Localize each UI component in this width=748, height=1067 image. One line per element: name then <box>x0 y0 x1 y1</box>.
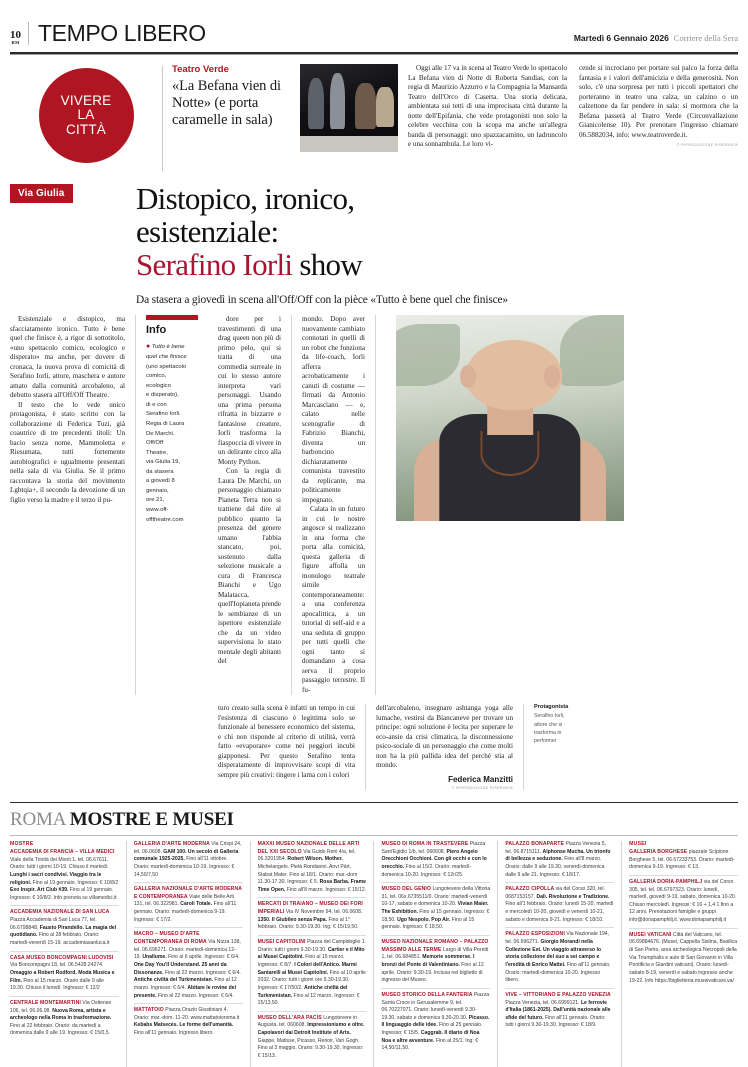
masthead-meta <box>574 33 738 45</box>
listing-details: Largo di Villa Peretti 1, tel. 06.684851. <box>381 946 489 961</box>
listing-details: Fino all'11 gennaio. Orario: martedì-domenica 10-20. Ingresso libero. <box>505 961 611 984</box>
info-line: Regia di Laura <box>146 420 185 427</box>
listing-venue: ACCADEMIA NAZIONALE DI SAN LUCA <box>10 909 110 916</box>
photo-figure <box>308 78 325 129</box>
listing-details: Città del Vaticano, tel. 06.69884676. (Musei, Cappella Sistina, Basilica di San Pietro, area archeologica Necropoli della Via Triumphalis e aule di San Giovanni in Villa Pontificia e Giardini vaticani). Orario: lunedì-sabato 8-19, venerdì e sabato ingresso anche 19-22. Info https://biglietteria.museivaticani.va/ <box>629 931 738 984</box>
caption-text: Serafino Iorli, attore che si trasforma in performer <box>534 713 565 744</box>
issue-date: Martedì 6 Gennaio 2026 <box>573 33 669 43</box>
listing-details: Fino al 12 marzo. Ingresso: € 15/13,50. <box>257 992 360 1007</box>
listing-details: Fino al 6 aprile. Ingresso: € 6/4. <box>168 954 240 961</box>
listing-details: Via Nazionale 194, tel. 06.696271. <box>505 931 610 946</box>
listing-show-title: Piero Angelo Orecchioni Occhioni. Con gli occhi e con lo orecchio. <box>381 848 487 870</box>
listing-show-title: Dalì. Rivoluzione e Tradizione. <box>536 893 610 900</box>
listing-entry[interactable] <box>10 909 119 951</box>
listing-entry[interactable] <box>10 1000 119 1041</box>
listing-venue: MERCATI DI TRAIANO – MUSEO DEI FORI IMPERIALI <box>257 901 363 916</box>
listing-details: Fino al 19 gennaio. Ingresso: € 10/8/2. Info prenota su villamedici.it <box>10 887 117 901</box>
feature-portrait-photo <box>396 315 624 521</box>
listing-details: Fino all'11 gennaio. Orario: tutti i giorni 9.30-19.30. Ingresso: € 18/9. <box>505 1014 606 1029</box>
listing-details: Fino al 15 gennaio. Ingresso: € 18,50. <box>381 916 475 931</box>
listing-details: Piazza Venezia, tel. 06.6999121. <box>505 999 581 1006</box>
listing-venue: MATTATOIO <box>133 1007 166 1014</box>
listings-column <box>629 841 738 1067</box>
paragraph: Il testo che lo vede unico protagonista, è stato scritto con la collaborazione di Federica Tuzi, già coautrice di tre precedenti titoli: Un bacio senza nome, Mammoletta e Riesumata, tutti fortemente autobiografici e ugualmente presentati nella sala di via Giulia. Se il primo raccontava la storia del movimento Lgbtqia+, il secondo la devozione di un figlio verso la madre e il terzo il pu- <box>10 400 125 504</box>
byline: Federica Manzitti <box>448 774 513 784</box>
listing-show-title: Kebabs Matsecés. Le forme dell'umanità. <box>133 1022 234 1029</box>
listing-entry[interactable] <box>629 849 738 876</box>
listing-venue: GALLERIA DORIA-PAMPHILJ <box>629 878 704 885</box>
listings-column <box>10 841 127 1067</box>
listing-details: Via Crispi 24, tel. 06.0608. <box>133 840 242 855</box>
listing-entry[interactable] <box>134 1007 243 1041</box>
headline-subject-name: Serafino Iorli <box>136 246 293 282</box>
listing-details: Fino all'1 febbraio. Orario: lunedì 15-20, martedì e mercoledì 10-20, giovedì e venerdì 10-21, sabato e domenica 9-21. Ingresso: € 18/10. <box>505 901 614 923</box>
photo-caption-box <box>534 704 568 790</box>
listing-details: piazzale Scipione Borghese 5, tel. 06.67233753. Orario: martedì-domenica 9-19. Ingresso: € 13. <box>629 848 735 871</box>
portrait-ear <box>544 365 560 388</box>
info-line: Off/Off <box>146 440 164 447</box>
listing-show-title: Vivian Maier. The Exhibition. <box>381 901 489 916</box>
listing-details: Fino al 12 aprile. Orario: 9.30-19. Inclusa nel biglietto di ingresso del Museo. <box>381 961 484 984</box>
listing-entry[interactable] <box>381 841 490 883</box>
listing-show-title: Caggrab. Il diario di Noa Noa e altre avventure. <box>381 1030 480 1044</box>
feature-text-5 <box>376 704 513 771</box>
listings-column <box>134 841 251 1067</box>
listing-venue: GALLERIA NAZIONALE D'ARTE MODERNA E CONTEMPORANEA <box>133 886 242 900</box>
listing-details: Via Boncompagni 18, tel. 06.5428.24274. <box>10 962 104 969</box>
listing-details: Lungotevere della Vittoria 31, tel. 06x.6735511/0. Orario: martedì-venerdì 10-17, sabato e domenica 10-20. <box>381 886 491 908</box>
listing-entry[interactable] <box>629 932 738 988</box>
listing-entry[interactable] <box>258 841 367 898</box>
listing-show-title: Abitare le rovine del presente. <box>133 984 237 999</box>
feature-text-1 <box>10 315 125 505</box>
listing-venue: CENTRALE MONTEMARTINI <box>10 999 83 1006</box>
listing-details: Piazza Accademia di San Luca 77, tel. 06.6798848. <box>10 917 97 931</box>
listing-show-title: Nuova Roma, artista e archeologo nella Roma in trasformazione. <box>10 1007 112 1022</box>
badge-line-3: CITTÀ <box>66 121 106 137</box>
listings-title <box>10 809 738 831</box>
info-line: a giovedì 8 <box>146 478 175 485</box>
listing-show-title: Giorgio Morandi nella Collezione Est. Un viaggio attraverso lo storia collezione del suo a sei campo e l'eredità di Enrico Mattei. <box>505 939 601 968</box>
listing-show-title: Rosa Barba. Frame Time Open. <box>257 879 367 893</box>
top-story-headline-block <box>172 64 300 173</box>
listing-details: Giappe, Matisse, Picasso, Renoir, Van Gogh. Fino al 3 maggio. Orario: 9.30-19.30. Ingresso: € 15/13. <box>257 1037 364 1059</box>
info-line: di e con <box>146 401 167 408</box>
listings-header <box>10 802 738 836</box>
info-line: quel che finisce <box>146 354 187 361</box>
section-tag-via-giulia[interactable]: Via Giulia <box>10 184 73 203</box>
byline-copyright: © RIPRODUZIONE RISERVATA <box>451 785 513 790</box>
listing-show-title: Impressionismo e oltre. Capolavori dai Detroit Institute of Arts. <box>257 1022 365 1037</box>
listing-details: Fino al 28 febbraio. Orario: martedì-venerdì 15-19. accademiasanluca.it <box>10 932 110 947</box>
paragraph: dore per i travestimenti di una drag queen non più di primo pelo, qui si tratta di una commedia surreale in cui lo stesso autore interpreta vari personaggi. Usando una prima persona rifratta in bizzarre e fantasiose creature, Iorli trasforma la fiaspoccia di vivere in un delirante circo alla Monty Python. <box>218 315 281 466</box>
headline-tail: show <box>292 246 363 282</box>
vivere-la-citta-badge <box>39 68 134 163</box>
feature-column-2 <box>218 315 292 695</box>
listing-entry[interactable] <box>381 886 490 936</box>
badge-line-1: VIVERE <box>60 92 112 108</box>
listing-venue: PALAZZO CIPOLLA <box>505 886 556 893</box>
listing-details: Fino all'11 ottobre. Orario: martedì-domenica 10-19. Ingresso: € 14,50/7,50 <box>133 856 235 878</box>
info-line: da stasera <box>146 468 174 475</box>
listing-show-title: 1350. Il Giubileo senza Papa. <box>257 916 329 923</box>
paragraph: dell'arcobaleno, insegnare ashtanga yoga alle lumache, vestirsi da Biancaneve per trovare un principe: ogni soluzione è lecita per superare le eco-ansie da crisi climatica, la disconnessione psico-sociale di un personaggio che come molti non ha la più pallida idea del perché stia al mondo. <box>376 704 513 770</box>
listing-venue: MAXXI MUSEO NAZIONALE DELLE ARTI DEL XXI SECOLO <box>257 840 360 855</box>
listing-details: via del Corso 320, tel. 0687153157. <box>505 886 605 900</box>
listing-details: Fino al 25/1. Ing: € 14,50/11,50. <box>381 1037 479 1052</box>
listings-grid <box>10 841 738 1067</box>
listing-details: Fino al 12 marzo. Ingresso: € 6/4. <box>133 977 237 991</box>
listing-show-title: Antiche civiltà del Turkmenistan. <box>133 977 215 984</box>
listing-details: Via Nizza 138, tel. 06.696271. Orario: martedì-domenica 12-19. <box>133 939 241 961</box>
listing-details: Piazza del Campidoglio 1. Orario: tutti i giorni 9.30-19.30. <box>257 939 366 953</box>
listing-show-title: Memorie sommerse. I bronzi del Ponte di Valentiniano. <box>381 954 475 968</box>
listing-show-title: Robert Wilson. Mother. <box>287 856 343 863</box>
listing-venue: MUSEO NAZIONALE ROMANO – PALAZZO MASSIMO ALLE TERME <box>381 939 489 953</box>
listing-entry[interactable] <box>134 841 243 883</box>
listings-title-main: MOSTRE E MUSEI <box>69 808 234 830</box>
listing-entry[interactable] <box>381 939 490 989</box>
listing-venue: GALLERIA D'ARTE MODERNA <box>133 840 212 847</box>
info-line: gennaio, <box>146 487 169 494</box>
feature-column-4 <box>218 704 366 790</box>
listing-show-title: Antiche civiltà del Turkmenistan. <box>257 984 348 999</box>
info-line: De Marchi. <box>146 430 175 437</box>
info-line: Theatre, <box>146 449 168 456</box>
listings-category-label: MOSTRE <box>10 840 34 847</box>
spacer-column-2 <box>136 704 218 790</box>
photo-figure <box>355 83 377 129</box>
listing-details: Fino al 15 marzo. Orario dalle 9 alle 19.30. Chiuso il lunedì. Ingresso: € 12/2 <box>10 977 105 992</box>
listing-details: Fino al 15 gennaio. Ingresso: € 18,50. <box>381 909 490 923</box>
listing-show-title: Exo Inspir. Art Club #39. <box>10 887 70 894</box>
listing-venue: MACRO – MUSEO D'ARTE CONTEMPORANEA DI ROMA <box>133 931 209 946</box>
brand-logo <box>10 64 162 173</box>
listing-show-title: One Day You'll Understand. 25 anni da Dissonanze. <box>133 961 227 976</box>
info-box <box>146 315 218 695</box>
feature-headline-block <box>136 183 738 307</box>
listing-show-title: Picasso. Il linguaggio delle idee. <box>381 1014 490 1029</box>
listing-show-title: Unallume. <box>142 954 169 961</box>
paper-name: Corriere della Sera <box>673 33 738 43</box>
listing-details: Viale delle Belle Arti 131, tel. 06.322981. <box>133 893 234 908</box>
feature-column-5 <box>376 704 524 790</box>
photo-credit: © RIPRODUZIONE RISERVATA <box>676 143 738 147</box>
listing-show-title: Omaggio a Robert Rodford. Moda Musica e Film. <box>10 969 115 984</box>
listing-details: Piazza Santa Croce in Gerusalemme 9, tel. 06.70227071. Orario: lunedì-venerdì 9.30-19.30, sabato e domenica 9.30-20.30. <box>381 991 490 1021</box>
listing-venue: MUSEO STORICO DELLA FANTERIA <box>381 991 474 998</box>
top-strip <box>10 55 738 173</box>
listing-show-title: Caroli Totale. <box>180 901 214 908</box>
foliage <box>560 315 624 385</box>
listing-venue: MUSEI CAPITOLINI <box>257 939 308 946</box>
listing-venue: MUSEO DI ROMA IN TRASTEVERE <box>381 840 470 847</box>
listing-show-title: Ugo Nespolo. Pop Air. <box>397 916 452 923</box>
paragraph: Esistenziale e distopico, ma sfacciatamente ironico. Tutto è bene quel che finisce è, a rigor di sottotitolo, «uno spettacolo comico, ecologico e disperato» ma anche, per dovere di cronaca, la nuova prova di comicità di Serafino Iorli, attore, maschera e autore amato dalla comunità arcobaleno, al debutto stasera all'Off/Off Theatre. <box>10 315 125 400</box>
info-line: Tutto è bene <box>151 344 185 351</box>
info-line: ore 21, <box>146 497 165 504</box>
listing-entry[interactable] <box>381 992 490 1056</box>
listing-details: Fino al 25 gennaio. Ingresso: € 15/5. <box>381 1022 483 1037</box>
spacer-column <box>10 704 136 790</box>
feature-column-3 <box>302 315 376 695</box>
listing-details: Fino al 22 febbraio. Orario: da martedì a domenica dalle 9 alle 19. Ingresso: € 15/0,5. <box>10 1022 110 1037</box>
listing-details: via del Corso 305, tel. tel. 06.6797323. Orario: lunedì, martedì, giovedì 9-19, sabato, domenica 10-20. Chiuso mercoledì. Ingressi: € 16 + 1,4 1 fino a 12 anni. Prenotazioni famiglie e gruppi info@doriapamphilj.it. www.doriapamphilj.it <box>629 878 737 924</box>
listings-column <box>381 841 498 1067</box>
listing-venue: GALLERIA BORGHESE <box>629 848 689 855</box>
paragraph: cende si incrociano per portare sul palco la forza della fantasia e i valori dell'amicizia e della generosità. Non solo, c'è una sorpresa per tutti i piccoli spettatori che porteranno in teatro una calza, un calzino o un calzettone da far pendere in sala: si mormora che la Befana passerà al Teatro Verde (Circonvallazione Gianicolense 10). Per prenotare l'ingresso chiamare 06.5882034, info: www.teatroverde.it. <box>579 64 738 139</box>
caption-title: Protagonista <box>534 704 569 711</box>
photo-stage-floor <box>300 136 398 152</box>
listing-show-title: GAM 100. Un secolo di Galleria comunale 1925-2025. <box>133 848 239 863</box>
listing-venue: PALAZZO ESPOSIZIONI <box>505 931 567 938</box>
top-story-title: «La Befana vien di Notte» (e porta caramelle in sala) <box>172 78 281 128</box>
listing-show-title: Alphonse Mucha. Un trionfo di bellezza e seduzione. <box>505 848 611 863</box>
info-line[interactable]: offtheatre.com <box>146 516 184 523</box>
paragraph: Con la regia di Laura De Marchi, un personaggio chiamato Pianeta Terra non si trattiene dal dire al pubblico quanto la presenza del genere umano l'abbia stancato, poi, sostenuto dalla selezione musicale a cura di Francesca Bianchi e Ugo Malatacca, quell'Iopianeta prende le sembianze di un ispettore esistenziale che da un video supervisiona lo stato mentale degli abitanti del <box>218 467 281 666</box>
photo-figure <box>376 87 394 127</box>
listing-details: Viale della Trinità dei Monti 1, tel. 06.67611. Orario: tutti i giorni 10-19. Chiuso il martedì. <box>10 856 109 871</box>
paragraph: Calata in un futuro in cui le nostre angosce si realizzano in una forma che porta alla comicità, questa galleria di figure affolla un monologo teatrale simile contemporaneamente: a una conferenza apocalittica, a un tutorial di self-aid e a una seduta di gruppo per tutti quelli che ogni tanto si domandano a cosa serva il proprio passaggio terrestre. Il fu- <box>302 505 365 694</box>
feature-standfirst: Da stasera a giovedì in scena all'Off/Off con la pièce «Tutto è bene quel che finisce» <box>136 293 508 306</box>
listing-show-title: Le ferrovie d'Italia (1861-2025). Dall'unità nazionale alle sfide del futuro. <box>505 999 611 1021</box>
listing-show-title: Cartier e il Mito ai Musei Capitolini. <box>257 946 365 961</box>
listing-details: Fino al 22 marzo. Ingresso: € 6/4. <box>164 969 241 976</box>
listing-details: Via Ostiense 106, tel. 06.06.08. <box>10 999 112 1014</box>
listing-details: Piazza Venezia 5, tel. 06.8715111. <box>505 840 606 855</box>
listing-entry[interactable] <box>258 901 367 936</box>
info-line: Serafino Iorli. <box>146 411 181 418</box>
listing-entry[interactable] <box>258 1015 367 1064</box>
listing-details: Fino al 15 marzo. Ingresso: € 8/7. <box>257 954 345 968</box>
portrait-ear <box>460 365 476 388</box>
folio-divider <box>28 22 29 45</box>
listing-venue: MUSEI VATICANI <box>629 931 673 938</box>
listing-venue: VIVE – VITTORIANO E PALAZZO VENEZIA <box>505 991 611 998</box>
listing-details: Via IV Novembre 94, tel. 06.0608. <box>285 909 363 916</box>
listing-details: Fino al 1° febbraio. Orario: 9.30-19.30. Ing. € 15/19,50. <box>257 916 359 931</box>
listing-venue: PALAZZO BONAPARTE <box>505 840 566 847</box>
badge-line-2: LA <box>77 107 95 123</box>
info-line: (uno spettacolo <box>146 363 187 370</box>
listing-entry[interactable] <box>134 886 243 928</box>
photo-figure <box>330 73 345 129</box>
listing-details: Michelangelo. Pietà Rondanini. Anvi Pärt. Stabat Mater. Fino al 18/1. Orario: mar.-dom 11.30-17.30. Ingresso: € 5. <box>257 863 358 886</box>
listing-details: Via Guido Reni 4/a, tel. 06.3201954. <box>257 848 356 863</box>
info-line: ecologico <box>146 382 171 389</box>
listing-venue: MUSEO DELL'ARA PACIS <box>257 1014 324 1021</box>
feature-text-3 <box>302 315 365 695</box>
listing-details: Lungotevere in Augusta, tel. 060608. <box>257 1014 357 1029</box>
feature-body-row <box>10 307 738 695</box>
folio-number: 10 <box>10 28 21 41</box>
listing-entry[interactable] <box>505 992 614 1033</box>
paragraph: turo creato sulla scena è infatti un tempo in cui l'esistenza di ciascuno è legittima solo se funzionale al benessere economico del sistema, e chi non risponde al criterio di utilità, verrà fatto «evaporare» come nei peggiori incubi giapponesi. Per questo Serafino tenta disperatamente di improvvisare scopi di vita sempre più creativi: tingere i lama con i colori <box>218 704 355 779</box>
info-box-title: Info <box>146 324 167 337</box>
feature-text-2 <box>218 315 281 667</box>
listing-details: Fino al 22 marzo. Ingresso: € 6/4. <box>157 992 234 999</box>
listing-venue: CASA MUSEO BONCOMPAGNI LUDOVISI <box>10 954 114 961</box>
listing-show-title: Fausto Pirandello. La magia del quotidiano. <box>10 924 117 939</box>
listing-entry[interactable] <box>10 955 119 997</box>
info-line: via Giulia 19, <box>146 459 181 466</box>
listing-venue: ACCADEMIA DI FRANCIA – VILLA MEDICI <box>10 848 115 855</box>
feature-text-4 <box>218 704 355 780</box>
listing-entry[interactable] <box>505 841 614 883</box>
listings-category-label: MUSEI <box>629 840 647 847</box>
bullet-icon: ● <box>146 343 151 351</box>
page-title: TEMPO LIBERO <box>38 20 206 46</box>
info-line: e disperato), <box>146 392 179 399</box>
folio <box>10 30 28 46</box>
column-divider <box>162 66 163 171</box>
listing-show-title: I Colori dell'Antico. Marmi Santarelli ai Musei Capitolini. <box>257 961 357 976</box>
info-line: comico, <box>146 373 167 380</box>
folio-sub: RM <box>11 39 20 45</box>
paragraph: Oggi alle 17 va in scena al Teatro Verde lo spettacolo La Befana vien di Notte di Roberta Sandias, con la regia di Maurizio Azzurro e la Compagnia la Mansarda Teatro dell'Orco di Caserta. Una storia delicata, ambientata sui tetti di una imprecisata città durante la notte dell'Epifania, che vede protagonisti non solo la celebre vecchina con la scopa ma anche un'allegra banda di personaggi: uno spazzacamino, un ladruncolo e una sonnambula. Le loro vi- <box>408 64 567 148</box>
info-box-rule <box>146 315 198 320</box>
listing-details: Fino all'8 marzo. Ingresso: € 15/12. <box>286 886 367 893</box>
listing-details: Fino all'8 marzo. Orario: dalle 9 alle 19.30, venerdì-domenica dalle 9 alle 21. Ingresso: € 18/17. <box>505 856 605 878</box>
listing-details: Fino al 19 gennaio. Ingresso: € 10/8/2 <box>32 879 119 886</box>
listings-column <box>258 841 375 1067</box>
feature-column-1 <box>10 315 136 695</box>
feature-headline <box>136 183 738 282</box>
feature-article <box>10 173 738 307</box>
feature-continuation-row <box>10 695 738 790</box>
listings-column <box>505 841 622 1067</box>
listing-entry[interactable] <box>505 886 614 928</box>
headline-line-1: Distopico, ironico, <box>136 181 355 216</box>
listing-entry[interactable] <box>629 879 738 929</box>
listing-details: Fino al 10 aprile 2032. Orario: tutti i giorni ore 9.30-19.30. Ingresso: € 17/50/2. <box>257 969 366 991</box>
listing-details: Fino al 15/2. Orario: martedì-domenica 10-20. Ingresso: € 12r/25. <box>381 863 471 878</box>
listing-details: Piazza Orazio Giustiniani 4, Orario: mar.-dom. 11-20. www.mattatoioroma.it <box>133 1007 240 1021</box>
listing-entry[interactable] <box>505 931 614 988</box>
info-line: www.off- <box>146 507 169 514</box>
listing-details: Fino all'11 gennaio. Ingresso libero. <box>133 1030 214 1037</box>
feature-tag-column <box>10 183 136 307</box>
info-box-body <box>146 341 210 525</box>
listings-rule <box>10 835 738 836</box>
listings-title-city: ROMA <box>10 808 66 830</box>
listing-entry[interactable] <box>10 849 119 906</box>
listing-show-title: Lunghi i sacri condivisi. Viaggio tra le religioni. <box>10 871 102 886</box>
listing-entry[interactable] <box>258 939 367 1012</box>
top-story-kicker: Teatro Verde <box>172 64 229 75</box>
listing-entry[interactable] <box>134 931 243 1004</box>
listing-details: Piazza Sant'Egidio 1/b, tel. 060608. <box>381 840 486 855</box>
top-story-column-2 <box>579 64 738 173</box>
listing-details: Fino all'11 gennaio. Orario: martedì-domenica 9-19. Ingresso: € 17/2. <box>133 901 237 923</box>
listing-venue: MUSEO DEL GENIO <box>381 886 433 893</box>
paragraph: mondo. Dopo aver nuovamente cambiato connotati in quelli di un robot che funziona da life-coach, Iorli afferra acrobaticamente i canuti di costume — firmati da Antonio Marcasciano — e, calato nelle scenografie di Fabrizio Bianchi, diventa un barboncino dichiaratamente comunista travestito da replicante, ma politicamente impegnato. <box>302 315 365 504</box>
top-story-column-1 <box>408 64 579 173</box>
masthead <box>10 0 738 49</box>
headline-line-2: esistenziale: <box>136 213 279 249</box>
top-story-photo <box>300 64 398 152</box>
